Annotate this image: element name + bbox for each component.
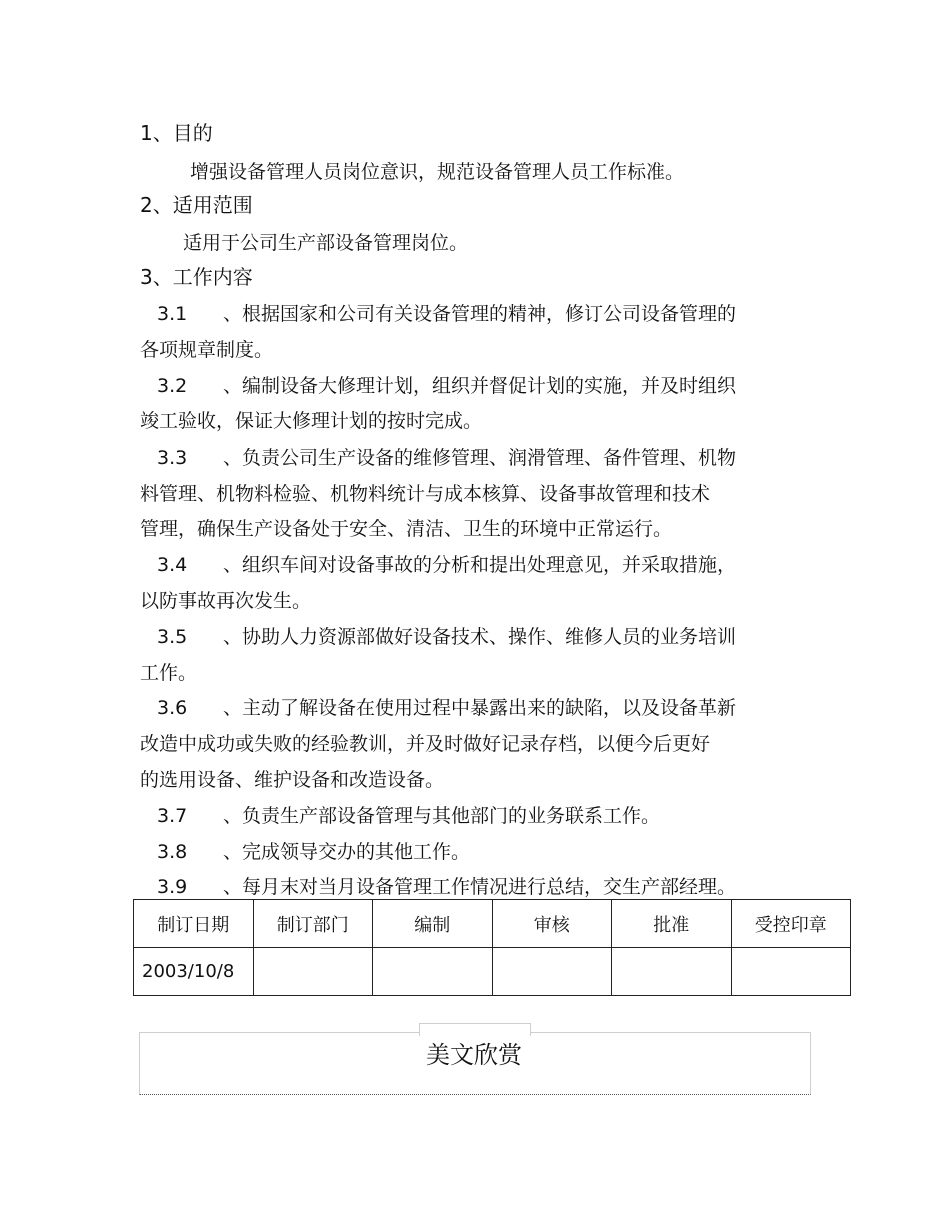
table-cell	[373, 948, 493, 996]
header-cell: 制订日期	[134, 900, 254, 948]
list-item	[157, 804, 660, 828]
item-text: 、主动了解设备在使用过程中暴露出来的缺陷，以及设备革新	[223, 697, 737, 719]
table-cell	[253, 948, 373, 996]
section-1-title: 1、目的	[140, 121, 213, 145]
approval-table	[133, 899, 851, 996]
table-cell: 2003/10/8	[134, 948, 254, 996]
item-number: 3.8	[157, 841, 188, 863]
item-text: 、负责生产部设备管理与其他部门的业务联系工作。	[223, 805, 661, 827]
table-row	[134, 948, 851, 996]
table-cell	[731, 948, 851, 996]
item-text: 改造中成功或失败的经验教训，并及时做好记录存档，以便今后更好	[140, 733, 711, 755]
list-item	[157, 875, 736, 899]
table-header-row	[134, 900, 851, 948]
item-text: 管理，确保生产设备处于安全、清洁、卫生的环境中正常运行。	[140, 518, 673, 540]
section-2-title: 2、适用范围	[140, 193, 253, 217]
section-1-body: 增强设备管理人员岗位意识，规范设备管理人员工作标准。	[190, 161, 685, 183]
item-number: 3.3	[157, 447, 188, 469]
footer-title: 美文欣赏	[426, 1041, 522, 1069]
item-number: 3.7	[157, 805, 188, 827]
item-number: 3.1	[157, 303, 188, 325]
item-number: 3.9	[157, 876, 188, 898]
item-text: 竣工验收，保证大修理计划的按时完成。	[140, 410, 483, 432]
item-number: 3.5	[157, 626, 188, 648]
footer-tab-decoration	[419, 1023, 531, 1036]
item-text: 、编制设备大修理计划，组织并督促计划的实施，并及时组织	[223, 375, 737, 397]
list-item	[157, 696, 736, 720]
item-text: 、协助人力资源部做好设备技术、操作、维修人员的业务培训	[223, 626, 737, 648]
list-item	[157, 625, 736, 649]
item-number: 3.4	[157, 554, 188, 576]
item-number: 3.6	[157, 697, 188, 719]
item-text: 、完成领导交办的其他工作。	[223, 841, 471, 863]
item-text: 、根据国家和公司有关设备管理的精神，修订公司设备管理的	[223, 303, 737, 325]
list-item	[157, 553, 736, 577]
list-item	[157, 446, 736, 470]
header-cell: 审核	[492, 900, 612, 948]
header-cell: 制订部门	[253, 900, 373, 948]
header-cell: 受控印章	[731, 900, 851, 948]
item-text: 、每月末对当月设备管理工作情况进行总结，交生产部经理。	[223, 876, 737, 898]
list-item	[157, 302, 736, 326]
section-2-body: 适用于公司生产部设备管理岗位。	[183, 232, 469, 254]
item-text: 的选用设备、维护设备和改造设备。	[140, 769, 445, 791]
table-cell	[492, 948, 612, 996]
item-text: 以防事故再次发生。	[140, 590, 312, 612]
section-3-title: 3、工作内容	[140, 265, 253, 289]
list-item	[157, 840, 470, 864]
list-item	[157, 374, 736, 398]
item-text: 料管理、机物料检验、机物料统计与成本核算、设备事故管理和技术	[140, 483, 711, 505]
table-cell	[612, 948, 732, 996]
item-text: 工作。	[140, 662, 198, 684]
item-text: 、组织车间对设备事故的分析和提出处理意见，并采取措施，	[223, 554, 737, 576]
item-number: 3.2	[157, 375, 188, 397]
header-cell: 批准	[612, 900, 732, 948]
item-text: 各项规章制度。	[140, 339, 274, 361]
header-cell: 编制	[373, 900, 493, 948]
item-text: 、负责公司生产设备的维修管理、润滑管理、备件管理、机物	[223, 447, 737, 469]
